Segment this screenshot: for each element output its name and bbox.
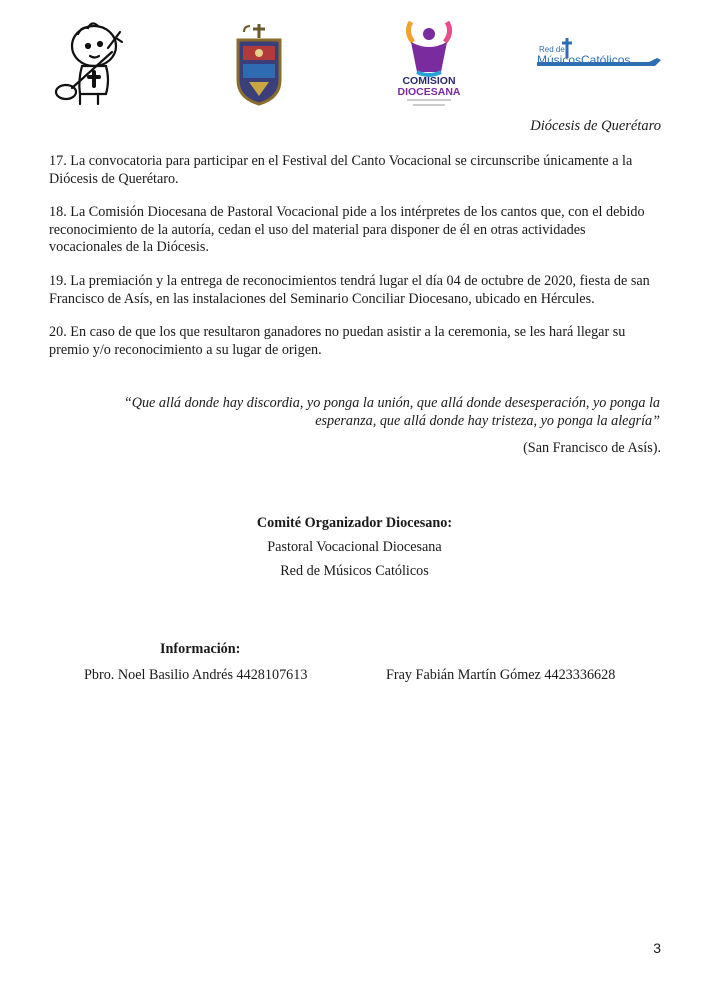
- page-number: 3: [653, 940, 661, 956]
- paragraph-19: 19. La premiación y la entrega de reconocimientos tendrá lugar el día 04 de octubre de 2020, fiesta de san Francisco de Asís, en las instalaciones del Seminario Conciliar Diocesano, ubicado en Hércules.: [49, 272, 650, 307]
- committee-line-1: Pastoral Vocacional Diocesana: [267, 539, 442, 555]
- red-logo-name: MúsicosCatólicos: [537, 53, 631, 67]
- paragraph-18: 18. La Comisión Diocesana de Pastoral Vocacional pide a los intérpretes de los cantos que, con el debido reconocimiento de la autoría, cedan el uso del material para disponer de él en otras actividades vocacionales de la Diócesis.: [49, 204, 645, 256]
- quote-author: (San Francisco de Asís).: [523, 440, 661, 456]
- saint-francis-quote: “Que allá donde hay discordia, yo ponga la unión, que allá donde desesperación, yo ponga la esperanza, que allá donde hay tristeza, yo ponga la alegría”: [123, 395, 660, 429]
- paragraph-17: 17. La convocatoria para participar en el Festival del Canto Vocacional se circunscribe únicamente a la Diócesis de Querétaro.: [49, 153, 633, 187]
- diocese-name: Diócesis de Querétaro: [530, 118, 661, 134]
- comision-logo-line2: DIOCESANA: [397, 86, 461, 98]
- comision-diocesana-logo: [397, 18, 461, 114]
- document-body: [49, 153, 661, 375]
- cartoon-musician-logo: [50, 18, 130, 108]
- committee-title: Comité Organizador Diocesano:: [256, 515, 453, 531]
- diocese-crest-logo: [232, 22, 286, 106]
- red-musicos-catolicos-logo: [535, 34, 663, 78]
- contact-noel-basilio: Pbro. Noel Basilio Andrés 4428107613: [84, 667, 308, 683]
- organizing-committee: [0, 511, 709, 583]
- committee-line-2: Red de Músicos Católicos: [280, 563, 429, 579]
- contact-fabian-martin: Fray Fabián Martín Gómez 4423336628: [386, 667, 616, 683]
- paragraph-20: 20. En caso de que los que resultaron ganadores no puedan asistir a la ceremonia, se les hará llegar su premio y/o reconocimiento a su lugar de origen.: [49, 324, 626, 358]
- information-title: Información:: [160, 641, 241, 657]
- comision-logo-line1: COMISION: [402, 75, 456, 87]
- red-logo-prefix: Red de: [539, 45, 565, 54]
